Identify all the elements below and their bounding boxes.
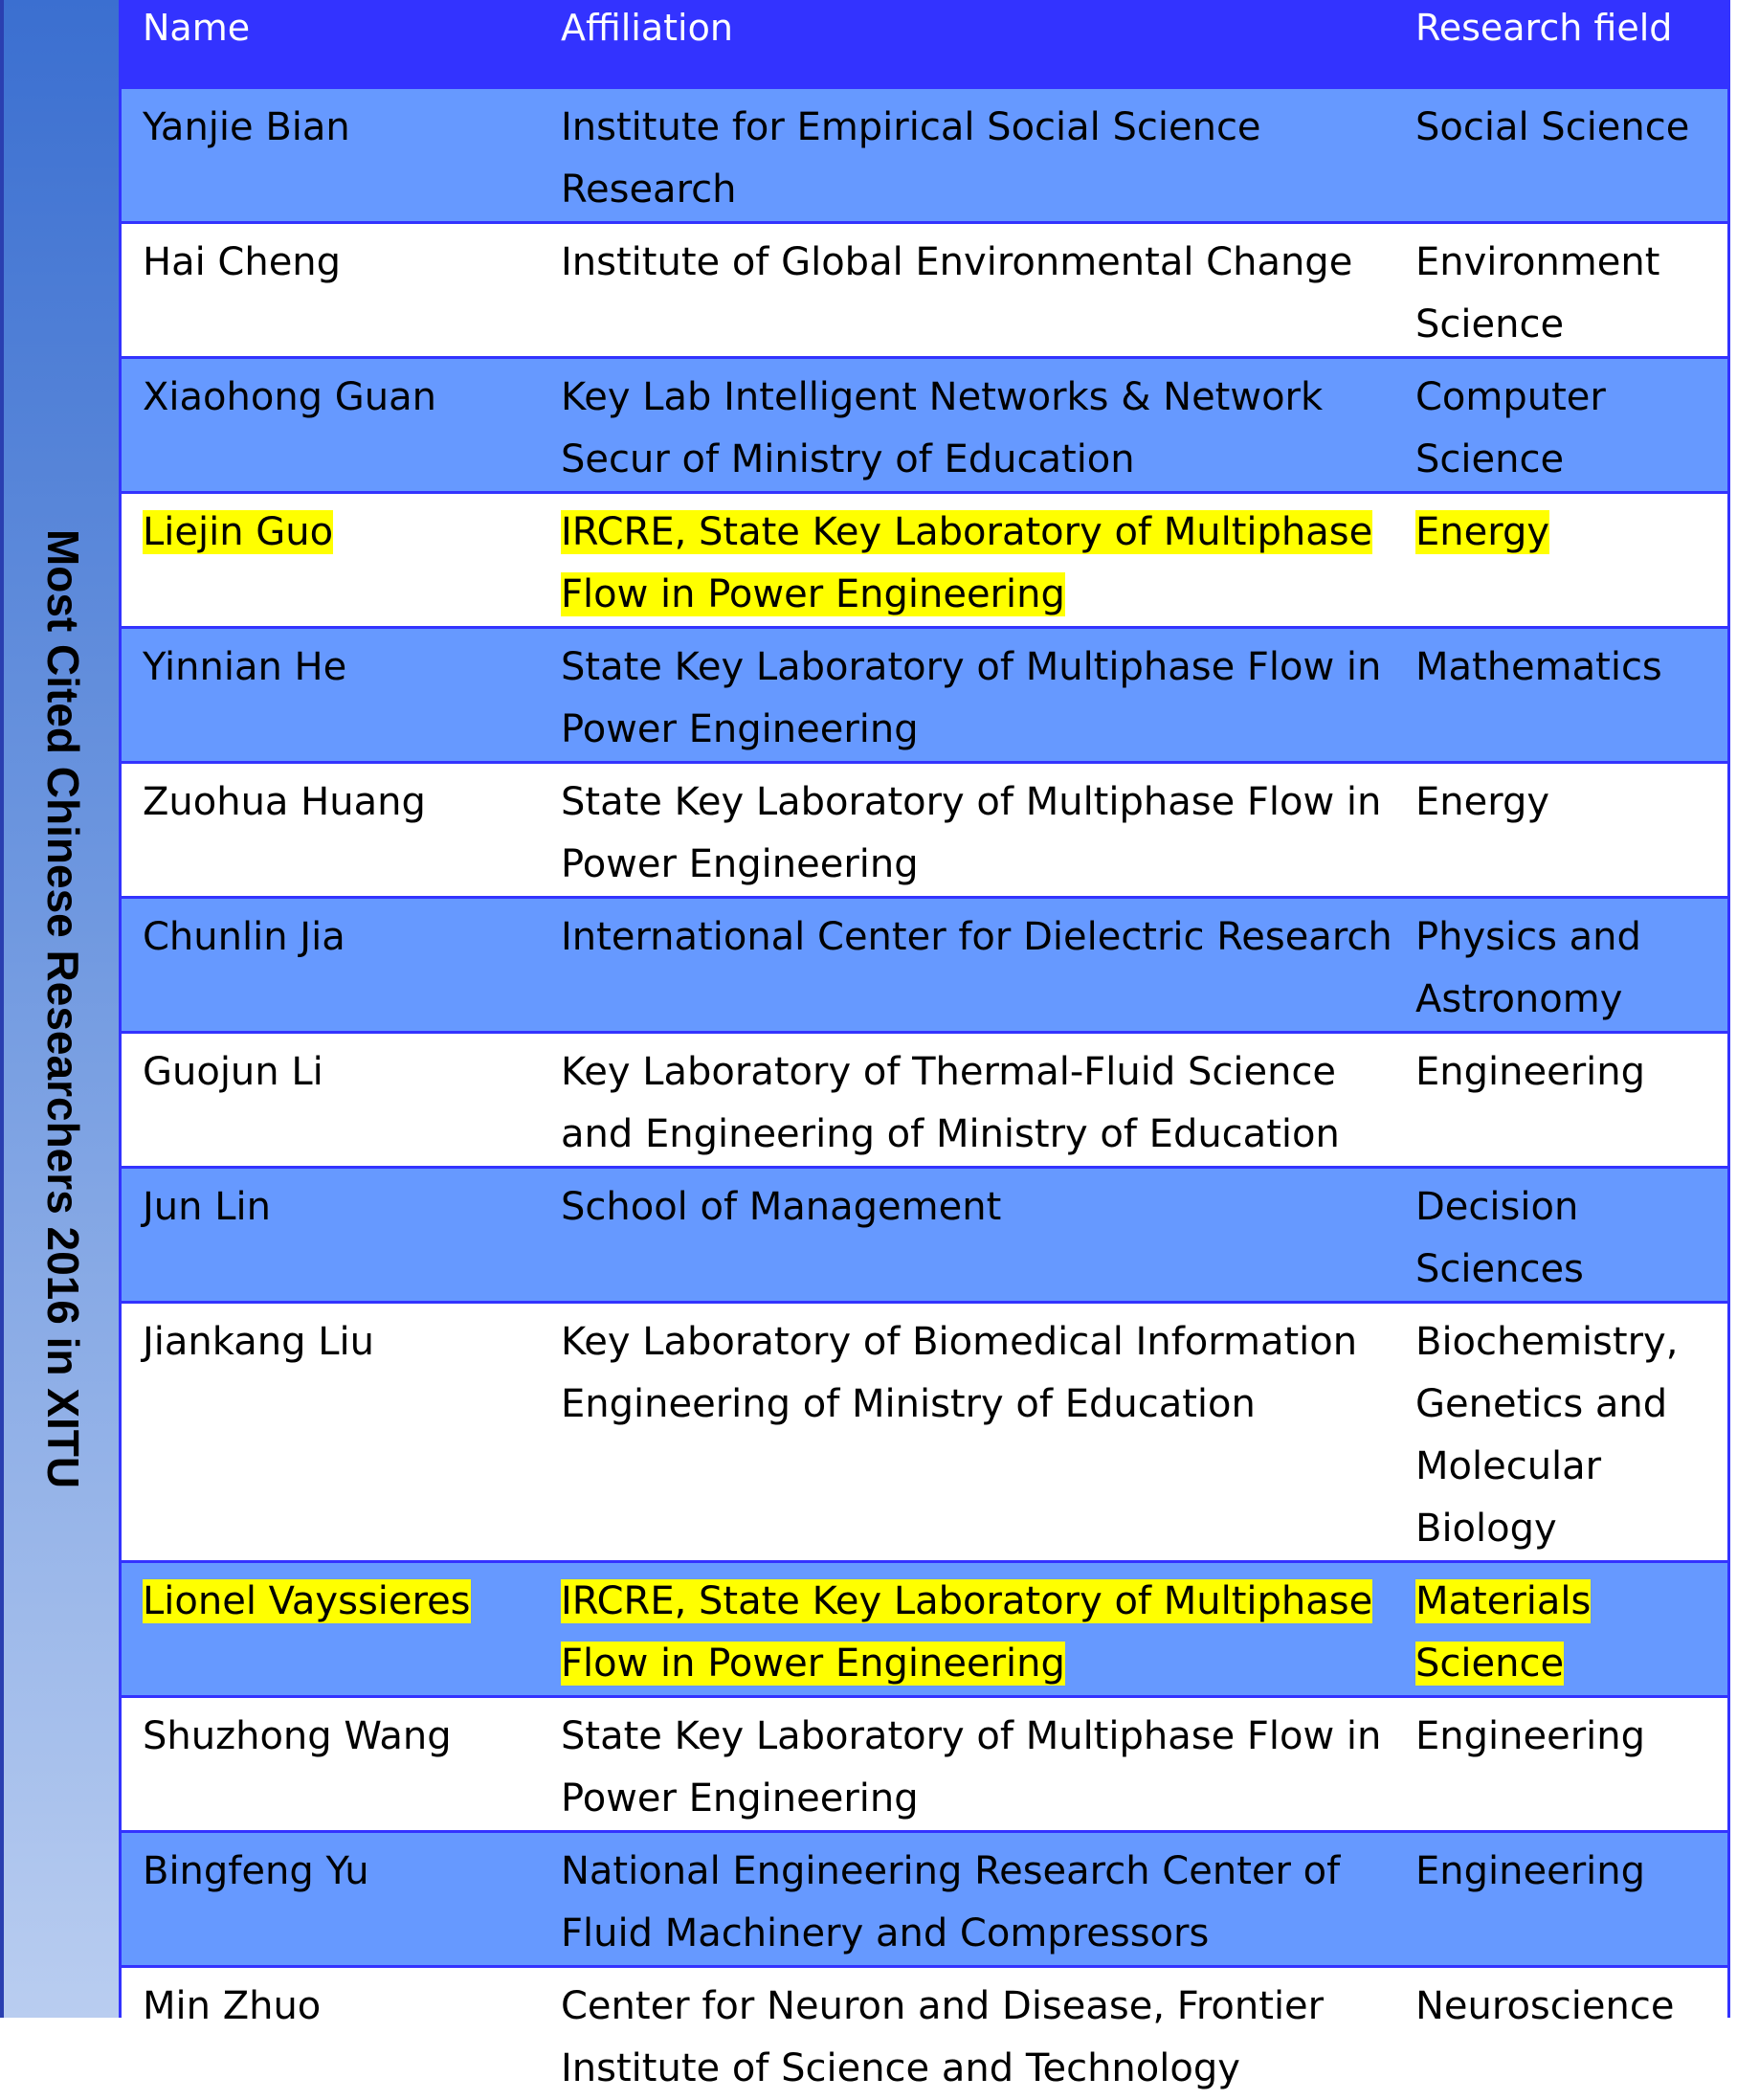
table-row [122, 1831, 1727, 1966]
cell-name [122, 1831, 540, 1966]
name-text: Hai Cheng [143, 239, 342, 284]
affiliation-text: State Key Laboratory of Multiphase Flow in Power Engineering [561, 779, 1382, 886]
cell-affiliation [540, 1966, 1394, 2100]
field-text: Physics and Astronomy [1415, 914, 1641, 1021]
cell-name [122, 1696, 540, 1831]
table-row [122, 897, 1727, 1032]
cell-field [1394, 1561, 1727, 1696]
affiliation-text: State Key Laboratory of Multiphase Flow in Power Engineering [561, 1713, 1382, 1821]
cell-field [1394, 1302, 1727, 1561]
researchers-table [122, 0, 1727, 2100]
cell-affiliation [540, 1831, 1394, 1966]
table-row [122, 1966, 1727, 2100]
cell-name [122, 1302, 540, 1561]
name-text: Liejin Guo [143, 509, 334, 554]
cell-affiliation [540, 627, 1394, 762]
cell-name [122, 627, 540, 762]
cell-affiliation [540, 492, 1394, 627]
cell-name [122, 87, 540, 222]
affiliation-text: Center for Neuron and Disease, Frontier Institute of Science and Technology [561, 1983, 1325, 2090]
name-text: Chunlin Jia [143, 914, 345, 959]
table-row [122, 1302, 1727, 1561]
field-text: Energy [1415, 779, 1550, 824]
field-text: Energy [1415, 509, 1550, 554]
cell-field [1394, 627, 1727, 762]
affiliation-text: IRCRE, State Key Laboratory of Multiphase Flow in Power Engineering [561, 509, 1373, 616]
name-text: Jiankang Liu [143, 1319, 374, 1364]
cell-affiliation [540, 1302, 1394, 1561]
table-row-highlighted [122, 1561, 1727, 1696]
table-row [122, 222, 1727, 357]
side-title: Most Cited Chinese Researchers 2016 in XITU [38, 528, 88, 1489]
cell-field [1394, 222, 1727, 357]
name-text: Zuohua Huang [143, 779, 426, 824]
cell-field [1394, 1167, 1727, 1302]
researchers-table-wrap [119, 0, 1730, 2090]
table-row [122, 627, 1727, 762]
name-text: Shuzhong Wang [143, 1713, 452, 1758]
cell-name [122, 762, 540, 897]
affiliation-text: Key Lab Intelligent Networks & Network Secur of Ministry of Education [561, 374, 1324, 481]
table-row [122, 1032, 1727, 1167]
cell-affiliation [540, 1561, 1394, 1696]
cell-name [122, 222, 540, 357]
name-text: Bingfeng Yu [143, 1848, 369, 1893]
table-row-highlighted [122, 492, 1727, 627]
cell-affiliation [540, 357, 1394, 492]
name-text: Yanjie Bian [143, 104, 350, 149]
cell-affiliation [540, 87, 1394, 222]
field-text: Engineering [1415, 1713, 1645, 1758]
affiliation-text: IRCRE, State Key Laboratory of Multiphase Flow in Power Engineering [561, 1578, 1373, 1686]
cell-name [122, 897, 540, 1032]
field-text: Mathematics [1415, 644, 1662, 689]
table-row [122, 357, 1727, 492]
cell-field [1394, 1696, 1727, 1831]
cell-name [122, 1032, 540, 1167]
column-header-affiliation: Affiliation [540, 0, 1394, 87]
field-text: Engineering [1415, 1848, 1645, 1893]
cell-affiliation [540, 762, 1394, 897]
column-header-name: Name [122, 0, 540, 87]
cell-name [122, 492, 540, 627]
table-row [122, 1167, 1727, 1302]
affiliation-text: Institute of Global Environmental Change [561, 239, 1353, 284]
field-text: Engineering [1415, 1049, 1645, 1094]
field-text: Computer Science [1415, 374, 1606, 481]
cell-field [1394, 1831, 1727, 1966]
cell-name [122, 357, 540, 492]
affiliation-text: Key Laboratory of Thermal-Fluid Science and Engineering of Ministry of Education [561, 1049, 1340, 1156]
table-row [122, 1696, 1727, 1831]
name-text: Yinnian He [143, 644, 347, 689]
name-text: Jun Lin [143, 1184, 271, 1229]
cell-affiliation [540, 897, 1394, 1032]
cell-field [1394, 492, 1727, 627]
affiliation-text: State Key Laboratory of Multiphase Flow in Power Engineering [561, 644, 1382, 751]
table-row [122, 762, 1727, 897]
cell-affiliation [540, 1167, 1394, 1302]
name-text: Guojun Li [143, 1049, 323, 1094]
affiliation-text: National Engineering Research Center of Fluid Machinery and Compressors [561, 1848, 1341, 1955]
cell-field [1394, 1032, 1727, 1167]
cell-affiliation [540, 1696, 1394, 1831]
table-row [122, 87, 1727, 222]
cell-name [122, 1561, 540, 1696]
cell-field [1394, 762, 1727, 897]
field-text: Social Science [1415, 104, 1690, 149]
header-row [122, 0, 1727, 87]
field-text: Environment Science [1415, 239, 1660, 346]
affiliation-text: International Center for Dielectric Research [561, 914, 1392, 959]
field-text: Biochemistry, Genetics and Molecular Biology [1415, 1319, 1679, 1551]
cell-field [1394, 1966, 1727, 2100]
name-text: Xiaohong Guan [143, 374, 436, 419]
affiliation-text: School of Management [561, 1184, 1002, 1229]
name-text: Min Zhuo [143, 1983, 322, 2028]
field-text: Decision Sciences [1415, 1184, 1584, 1291]
cell-affiliation [540, 1032, 1394, 1167]
cell-field [1394, 357, 1727, 492]
field-text: Materials Science [1415, 1578, 1592, 1686]
column-header-field: Research field [1394, 0, 1727, 87]
name-text: Lionel Vayssieres [143, 1578, 471, 1623]
cell-name [122, 1167, 540, 1302]
cell-field [1394, 897, 1727, 1032]
side-banner [0, 0, 119, 2018]
cell-field [1394, 87, 1727, 222]
affiliation-text: Institute for Empirical Social Science Research [561, 104, 1261, 212]
affiliation-text: Key Laboratory of Biomedical Information Engineering of Ministry of Education [561, 1319, 1358, 1426]
cell-name [122, 1966, 540, 2100]
field-text: Neuroscience [1415, 1983, 1675, 2028]
cell-affiliation [540, 222, 1394, 357]
